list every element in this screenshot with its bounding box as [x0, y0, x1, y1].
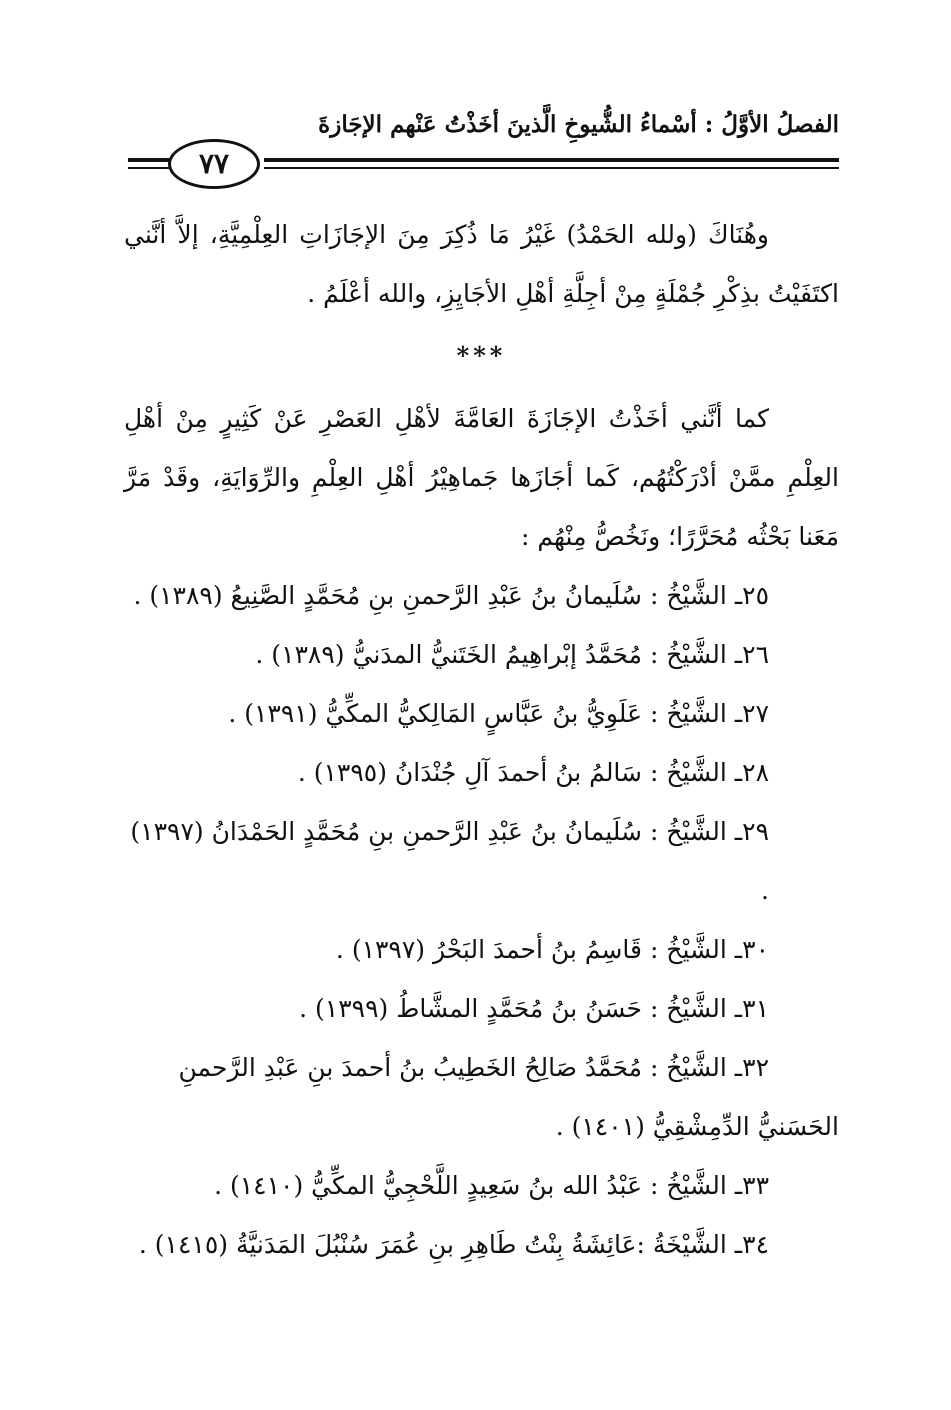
running-header: الفصلُ الأوَّلُ : أسْماءُ الشُّيوخِ الَّذينَ أخَذْتُ عَنْهم الإجَازةَ	[318, 111, 839, 138]
list-item: ٣٢ـ الشَّيْخُ : مُحَمَّدُ صَالِحُ الخَطِيبُ بنُ أحمدَ بنِ عَبْدِ الرَّحمنِ الحَسَنيُّ الدِّمِشْقِيُّ (١٤٠١) .	[178, 1053, 839, 1141]
header-rule-right-thin	[264, 167, 839, 169]
paragraph-intro: وهُنَاكَ (ولله الحَمْدُ) غَيْرُ مَا ذُكِرَ مِنَ الإجَازَاتِ العِلْمِيَّةِ، إلاَّ أنَّني اكتَفَيْتُ بذِكْرِ جُمْلَةٍ مِنْ أجِلَّةِ أهْلِ الأجَايِزِ، والله أعْلَمُ .	[124, 220, 839, 308]
list-item: ٣٤ـ الشَّيْخَةُ :عَائِشَةُ بِنْتُ طَاهِرِ بنِ عُمَرَ سُنْبُلَ المَدَنيَّةُ (١٤١٥) .	[138, 1230, 769, 1259]
list-item: ٣١ـ الشَّيْخُ : حَسَنُ بنُ مُحَمَّدٍ المشَّاطُ (١٣٩٩) .	[299, 994, 769, 1023]
page-number: ٧٧	[168, 139, 260, 189]
list-item: ٢٧ـ الشَّيْخُ : عَلَوِيُّ بنُ عَبَّاسٍ المَالِكيُّ المكِّيُّ (١٣٩١) .	[228, 699, 769, 728]
list-item: ٢٥ـ الشَّيْخُ : سُلَيمانُ بنُ عَبْدِ الرَّحمنِ بنِ مُحَمَّدٍ الصَّنِيعُ (١٣٨٩) .	[133, 581, 769, 610]
header-rule-left	[128, 158, 170, 162]
list-item: ٢٦ـ الشَّيْخُ : مُحَمَّدُ إبْراهِيمُ الخَتَنيُّ المدَنيُّ (١٣٨٩) .	[255, 640, 769, 669]
paragraph-general-ijaza: كما أنَّني أخَذْتُ الإجَازَةَ العَامَّةَ لأهْلِ العَصْرِ عَنْ كَثِيرٍ مِنْ أهْلِ العِلْمِ ممَّنْ أدْرَكْتُهُم، كَما أجَازَها جَماهِيْرُ أهْلِ العِلْمِ والرِّوَايَةِ، وقَدْ مَرَّ مَعَنا بَحْثُه مُحَرَّرًا؛ ونَخُصُّ مِنْهُم :	[124, 404, 839, 551]
header-rule-left-thin	[128, 167, 170, 169]
section-separator: ***	[456, 341, 507, 370]
list-item: ٣٠ـ الشَّيْخُ : قَاسِمُ بنُ أحمدَ البَحْرُ (١٣٩٧) .	[335, 935, 769, 964]
page-body	[124, 205, 839, 1274]
sheikh-list	[124, 566, 839, 1274]
list-item: ٢٨ـ الشَّيْخُ : سَالمُ بنُ أحمدَ آلِ جُنْدَانُ (١٣٩٥) .	[297, 758, 769, 787]
list-item: ٣٣ـ الشَّيْخُ : عَبْدُ الله بنُ سَعِيدٍ اللَّحْجِيُّ المكِّيُّ (١٤١٠) .	[214, 1171, 769, 1200]
list-item: ٢٩ـ الشَّيْخُ : سُلَيمانُ بنُ عَبْدِ الرَّحمنِ بنِ مُحَمَّدٍ الحَمْدَانُ (١٣٩٧) .	[130, 817, 769, 905]
header-rule-right	[264, 158, 839, 162]
